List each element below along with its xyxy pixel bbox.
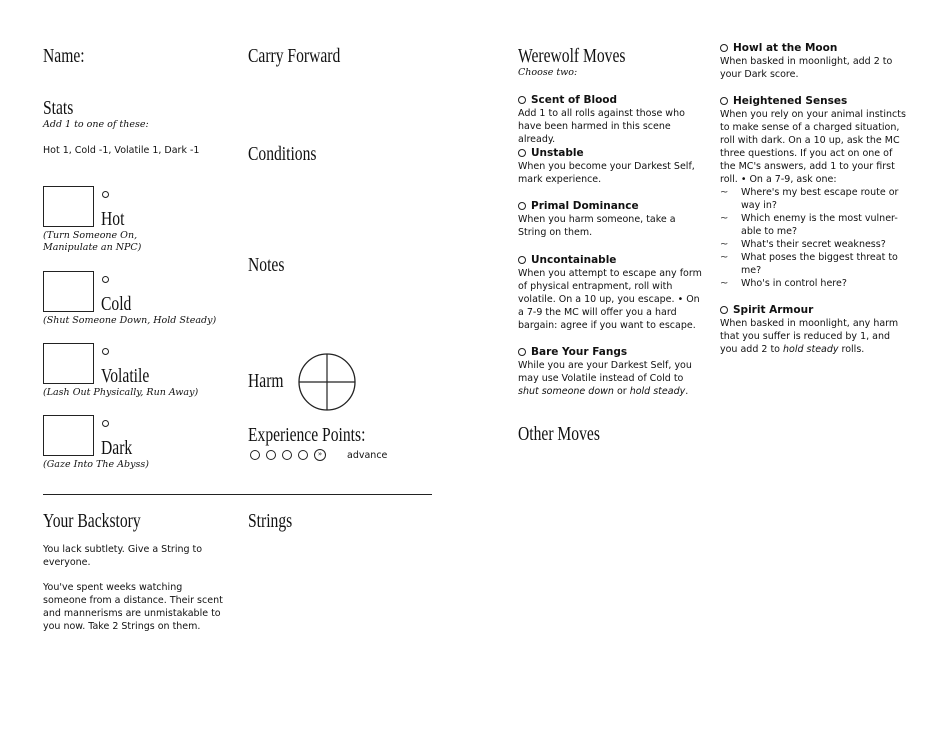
xp-bubble[interactable] (250, 450, 260, 460)
question-item: ~ Where's my best escape route or way in? (720, 187, 899, 211)
stat-bubble-volatile[interactable] (102, 348, 109, 355)
move-desc: When you harm someone, take a String on them. (518, 214, 676, 238)
move-desc: When basked in moonlight, add 2 to your Dark score. (720, 56, 893, 80)
tilde-bullet-icon: ~ (720, 239, 729, 250)
move-title: Bare Your Fangs (531, 346, 628, 358)
move-title: Unstable (531, 147, 584, 159)
move-scent-of-blood (518, 93, 710, 146)
move-title: Primal Dominance (531, 200, 639, 212)
name-heading: Name: (43, 45, 85, 67)
move-desc: Add 1 to all rolls against those who have been harmed in this scene already. (518, 108, 685, 145)
move-title: Heightened Senses (733, 95, 848, 107)
harm-clock[interactable] (297, 352, 357, 412)
section-divider (43, 494, 432, 495)
other-moves-heading: Other Moves (518, 423, 600, 445)
tilde-bullet-icon: ~ (720, 187, 729, 198)
xp-heading: Experience Points: (248, 424, 366, 446)
xp-bubble[interactable] (298, 450, 308, 460)
carry-forward-heading: Carry Forward (248, 45, 341, 67)
stat-box-cold[interactable] (43, 271, 94, 312)
stat-name-cold: Cold (101, 293, 132, 315)
xp-track (250, 449, 326, 461)
stats-heading: Stats (43, 97, 74, 119)
move-uncontainable (518, 253, 706, 332)
xp-bubble[interactable] (266, 450, 276, 460)
stat-name-volatile: Volatile (101, 365, 150, 387)
stat-bubble-hot[interactable] (102, 191, 109, 198)
moves-instruction: Choose two: (518, 67, 578, 78)
move-desc: When you rely on your animal instincts to make sense of a charged situation, roll with dark. On a 10 up, ask the MC three questions. If you act on one of the MC's answers, add 1 to your first roll. • On a 7-9, ask one: (720, 109, 906, 185)
question-item: ~ Who's in control here? (720, 278, 847, 289)
stat-bubble-cold[interactable] (102, 276, 109, 283)
move-heightened-senses (720, 94, 910, 290)
stat-desc-dark: (Gaze Into The Abyss) (43, 459, 149, 470)
stats-instruction: Add 1 to one of these: (43, 119, 149, 130)
harm-heading: Harm (248, 370, 284, 392)
stat-box-dark[interactable] (43, 415, 94, 456)
move-desc: While you are your Darkest Self, you may use Volatile instead of Cold to shut someone down or hold steady. (518, 360, 692, 397)
move-desc: When you attempt to escape any form of physical entrapment, roll with volatile. On a 10 up, you escape. • On a 7-9 the MC will offer you a hard bargain: agree if you want to escape. (518, 268, 702, 331)
move-desc: When basked in moonlight, any harm that you suffer is reduced by 1, and you add 2 to hold steady rolls. (720, 318, 899, 355)
move-checkbox[interactable] (518, 256, 526, 264)
stat-desc-volatile: (Lash Out Physically, Run Away) (43, 387, 199, 398)
move-checkbox[interactable] (518, 96, 526, 104)
tilde-bullet-icon: ~ (720, 213, 729, 224)
stat-desc-hot: (Turn Someone On, Manipulate an NPC) (43, 230, 142, 253)
move-checkbox[interactable] (518, 348, 526, 356)
strings-heading: Strings (248, 510, 293, 532)
move-title: Scent of Blood (531, 94, 618, 106)
question-item: ~ Which enemy is the most vulner-able to me? (720, 213, 898, 237)
stat-bubble-dark[interactable] (102, 420, 109, 427)
move-checkbox[interactable] (720, 97, 728, 105)
stat-box-volatile[interactable] (43, 343, 94, 384)
xp-bubble[interactable] (282, 450, 292, 460)
move-checkbox[interactable] (720, 306, 728, 314)
werewolf-moves-heading: Werewolf Moves (518, 45, 626, 67)
tilde-bullet-icon: ~ (720, 278, 729, 289)
advance-arrow-icon[interactable]: » (314, 449, 326, 461)
xp-advance-label: advance (347, 450, 388, 461)
question-item: ~ What's their secret weakness? (720, 239, 886, 250)
conditions-heading: Conditions (248, 143, 317, 165)
notes-heading: Notes (248, 254, 285, 276)
move-unstable (518, 146, 710, 186)
backstory-text-2: You've spent weeks watching someone from a distance. Their scent and mannerisms are unmistakable to you now. Take 2 Strings on them. (43, 582, 223, 632)
move-checkbox[interactable] (720, 44, 728, 52)
move-title: Spirit Armour (733, 304, 814, 316)
move-primal-dominance (518, 199, 688, 239)
stat-name-dark: Dark (101, 437, 133, 459)
move-checkbox[interactable] (518, 202, 526, 210)
move-title: Howl at the Moon (733, 42, 838, 54)
move-desc: When you become your Darkest Self, mark experience. (518, 161, 695, 185)
stat-desc-cold: (Shut Someone Down, Hold Steady) (43, 315, 217, 326)
move-title: Uncontainable (531, 254, 617, 266)
stats-line: Hot 1, Cold -1, Volatile 1, Dark -1 (43, 145, 200, 156)
stat-box-hot[interactable] (43, 186, 94, 227)
backstory-text-1: You lack subtlety. Give a String to everyone. (43, 544, 203, 568)
question-item: ~ What poses the biggest threat to me? (720, 252, 898, 276)
tilde-bullet-icon: ~ (720, 252, 729, 263)
move-spirit-armour (720, 303, 910, 356)
stat-name-hot: Hot (101, 208, 125, 230)
backstory-heading: Your Backstory (43, 510, 141, 532)
move-bare-your-fangs (518, 345, 698, 398)
move-checkbox[interactable] (518, 149, 526, 157)
move-howl-at-the-moon (720, 41, 900, 81)
